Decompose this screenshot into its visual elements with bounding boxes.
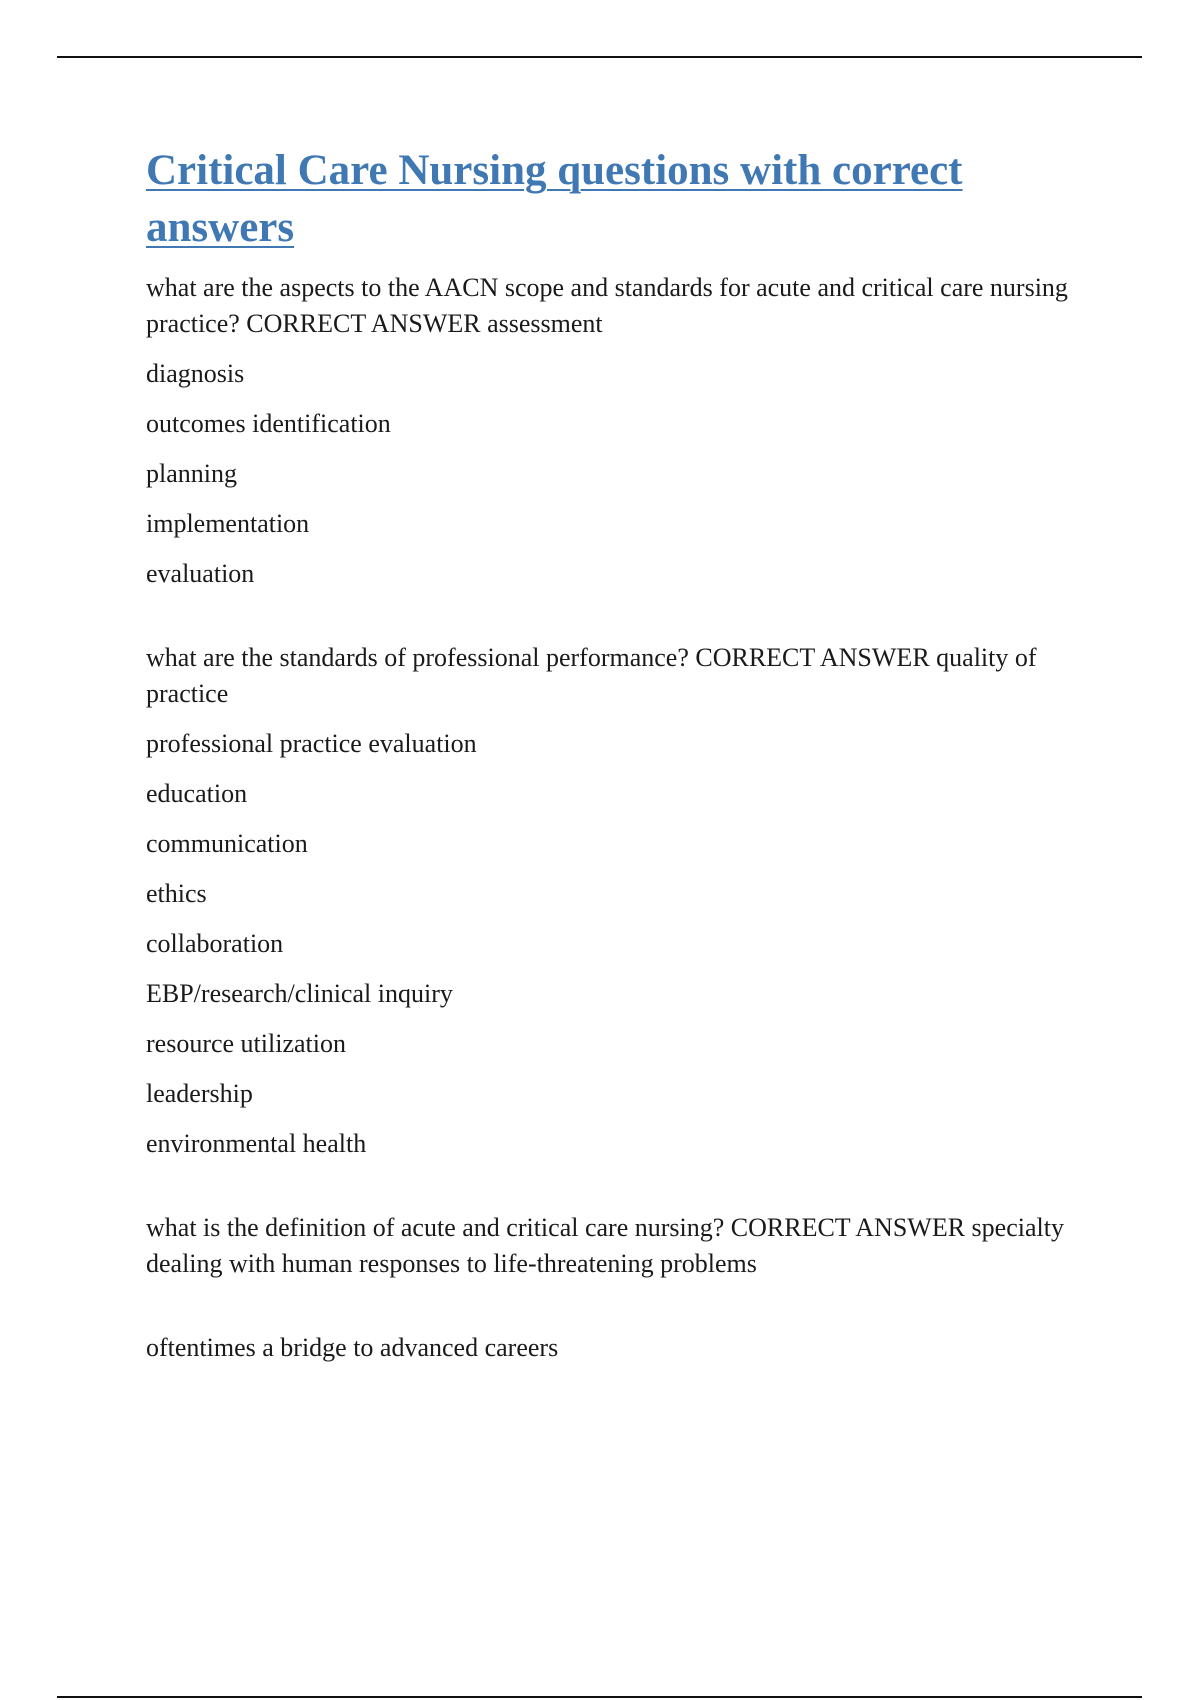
top-rule [57,56,1142,58]
closing-section [146,1330,1106,1366]
answer-item: leadership [146,1079,253,1108]
question-text: what are the aspects to the AACN scope and standards for acute and critical care nursing practice? CORRECT ANSWER assessment [146,273,1068,338]
answer-item: collaboration [146,929,284,958]
answer-item: professional practice evaluation [146,729,477,758]
question-text: what are the standards of professional performance? CORRECT ANSWER quality of practice [146,643,1037,708]
question-text: what is the definition of acute and critical care nursing? CORRECT ANSWER specialty dealing with human responses to life-threatening problems [146,1213,1064,1278]
qa-section-3 [146,1210,1106,1282]
answer-item: communication [146,829,308,858]
answer-item: implementation [146,509,310,538]
qa-section-2 [146,640,1106,1162]
answer-item: outcomes identification [146,409,391,438]
closing-line: oftentimes a bridge to advanced careers [146,1333,559,1362]
answer-item: education [146,779,248,808]
answer-item: EBP/research/clinical inquiry [146,979,453,1008]
document-body [146,142,1106,1380]
answer-item: evaluation [146,559,255,588]
answer-item: resource utilization [146,1029,346,1058]
answer-item: environmental health [146,1129,367,1158]
answer-item: diagnosis [146,359,245,388]
document-title[interactable]: Critical Care Nursing questions with correct answers [146,147,963,251]
bottom-rule [57,1696,1142,1698]
answer-item: planning [146,459,237,488]
qa-section-1 [146,270,1106,592]
answer-item: ethics [146,879,207,908]
